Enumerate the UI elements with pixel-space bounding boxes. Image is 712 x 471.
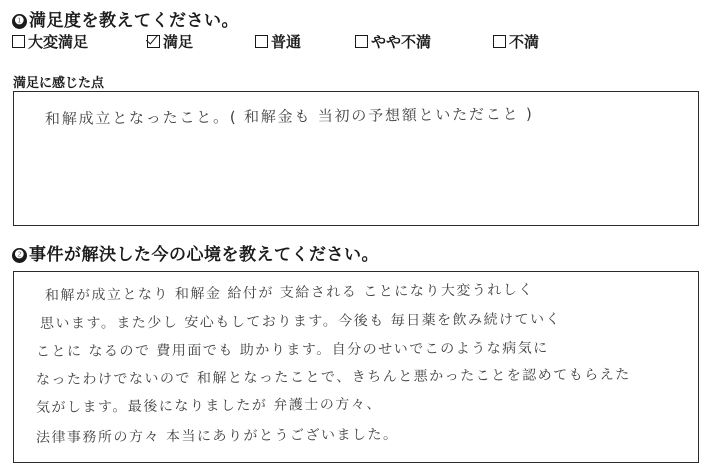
- choice-label-dissatisfied: 不満: [509, 34, 540, 51]
- question-1-heading-text: 満足度を教えてください。: [29, 11, 239, 30]
- question-2-heading: [12, 240, 379, 265]
- satisfaction-reason-label: 満足に感じた点: [13, 75, 105, 90]
- handwriting-q2-line-3: ことに なるので 費用面でも 助かります。自分のせいでこのような病気に: [35, 340, 549, 360]
- handwriting-q2-line-6: 法律事務所の方々 本当にありがとうございました。: [35, 426, 399, 446]
- checkbox-dissatisfied[interactable]: [493, 35, 506, 48]
- handwriting-q2-line-4: なったわけでないので 和解となったことで、きちんと悪かったことを認めてもらえた: [35, 366, 631, 388]
- checkbox-somewhat-dissatisfied[interactable]: [355, 35, 368, 48]
- satisfaction-choice-group: [12, 31, 612, 53]
- choice-label-satisfied: 満足: [163, 34, 194, 51]
- choice-label-very-satisfied: 大変満足: [28, 34, 89, 51]
- choice-label-somewhat-dissatisfied: やや不満: [371, 34, 432, 51]
- handwriting-q2-line-2: 思います。また少し 安心もしております。今後も 毎日薬を飲み続けていく: [39, 311, 562, 332]
- question-1-number-icon: ❶: [12, 14, 27, 29]
- checkbox-satisfied-checked[interactable]: [147, 35, 160, 48]
- choice-label-neutral: 普通: [271, 34, 302, 51]
- question-2-number-icon: ❷: [12, 248, 27, 263]
- handwriting-q2-line-1: 和解が成立となり 和解金 給付が 支給される ことになり大変うれしく: [44, 282, 534, 304]
- handwriting-q1-line-1: 和解成立となったこと。( 和解金も 当初の予想額といただこと ): [44, 104, 534, 128]
- checkbox-very-satisfied[interactable]: [12, 35, 25, 48]
- handwriting-q2-line-5: 気がします。最後になりましたが 弁護士の方々、: [35, 396, 382, 416]
- choice-dissatisfied[interactable]: [493, 31, 539, 52]
- choice-satisfied[interactable]: [147, 31, 193, 52]
- question-2-heading-text: 事件が解決した今の心境を教えてください。: [29, 245, 379, 264]
- choice-very-satisfied[interactable]: [12, 31, 88, 52]
- choice-neutral[interactable]: [255, 31, 301, 52]
- question-1-heading: [12, 6, 239, 31]
- checkbox-neutral[interactable]: [255, 35, 268, 48]
- choice-somewhat-dissatisfied[interactable]: [355, 31, 431, 52]
